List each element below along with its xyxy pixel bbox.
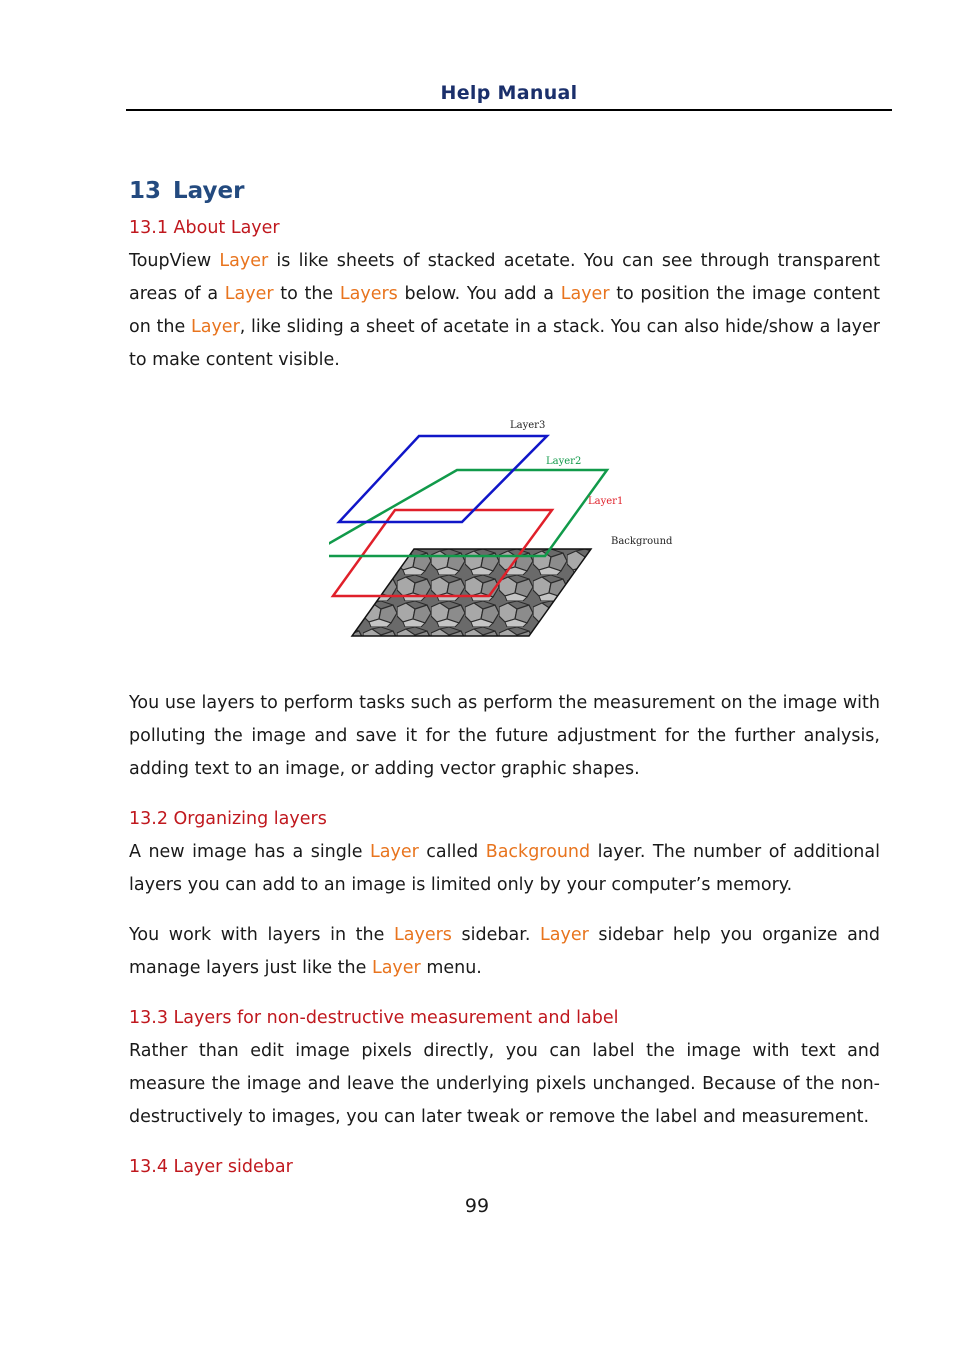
section-heading-nondestructive: 13.3 Layers for non-destructive measurement and label [129, 1008, 619, 1028]
highlight-term: Layer [219, 251, 269, 271]
highlight-term: Layer [540, 925, 589, 945]
highlight-term: Layer [560, 284, 610, 304]
highlight-term: Layer [224, 284, 274, 304]
section-heading-sidebar: 13.4 Layer sidebar [129, 1157, 293, 1177]
paragraph-organizing-2: You work with layers in the Layers sidebar. Layer sidebar help you organize and manage layers just like the Layer menu. [129, 925, 880, 978]
layer3-label: Layer3 [510, 420, 546, 431]
highlight-term: Layer [371, 958, 421, 978]
paragraph-nondestructive: Rather than edit image pixels directly, you can label the image with text and measure the image and leave the underlying pixels unchanged. Because of the non-destructively to images, you can later tweak or remove the label and measurement. [129, 1041, 880, 1127]
chapter-title: Layer [173, 178, 245, 204]
page-number: 99 [464, 1195, 490, 1217]
highlight-term: Layer [190, 317, 240, 337]
chapter-heading [129, 172, 880, 212]
paragraph-about-usage: You use layers to perform tasks such as perform the measurement on the image with polluting the image and save it for the future adjustment for the further analysis, adding text to an image, or adding vector graphic shapes. [129, 693, 880, 779]
layer-stack-diagram [329, 419, 679, 644]
section-heading-about: 13.1 About Layer [129, 218, 280, 238]
page-content [129, 172, 880, 1184]
background-label: Background [611, 536, 673, 547]
header-title: Help Manual [440, 82, 578, 104]
highlight-term: Background [485, 842, 591, 862]
background-image-layer [352, 549, 591, 636]
chapter-number: 13 [129, 178, 162, 204]
highlight-term: Layer [370, 842, 419, 862]
paragraph-about-intro: ToupView Layer is like sheets of stacked acetate. You can see through transparent areas of a Layer to the Layers below. You add a Layer to position the image content on the Layer, like sliding a sheet of acetate in a stack. You can also hide/show a layer to make content visible. [129, 251, 880, 370]
page-header [126, 82, 892, 111]
layer-stack-figure [129, 377, 880, 687]
section-heading-organizing: 13.2 Organizing layers [129, 809, 327, 829]
highlight-term: Layers [339, 284, 398, 304]
paragraph-organizing-1: A new image has a single Layer called Background layer. The number of additional layers you can add to an image is limited only by your computer’s memory. [129, 842, 880, 895]
layer1-label: Layer1 [588, 496, 624, 507]
highlight-term: Layers [394, 925, 452, 945]
layer2-label: Layer2 [546, 456, 582, 467]
